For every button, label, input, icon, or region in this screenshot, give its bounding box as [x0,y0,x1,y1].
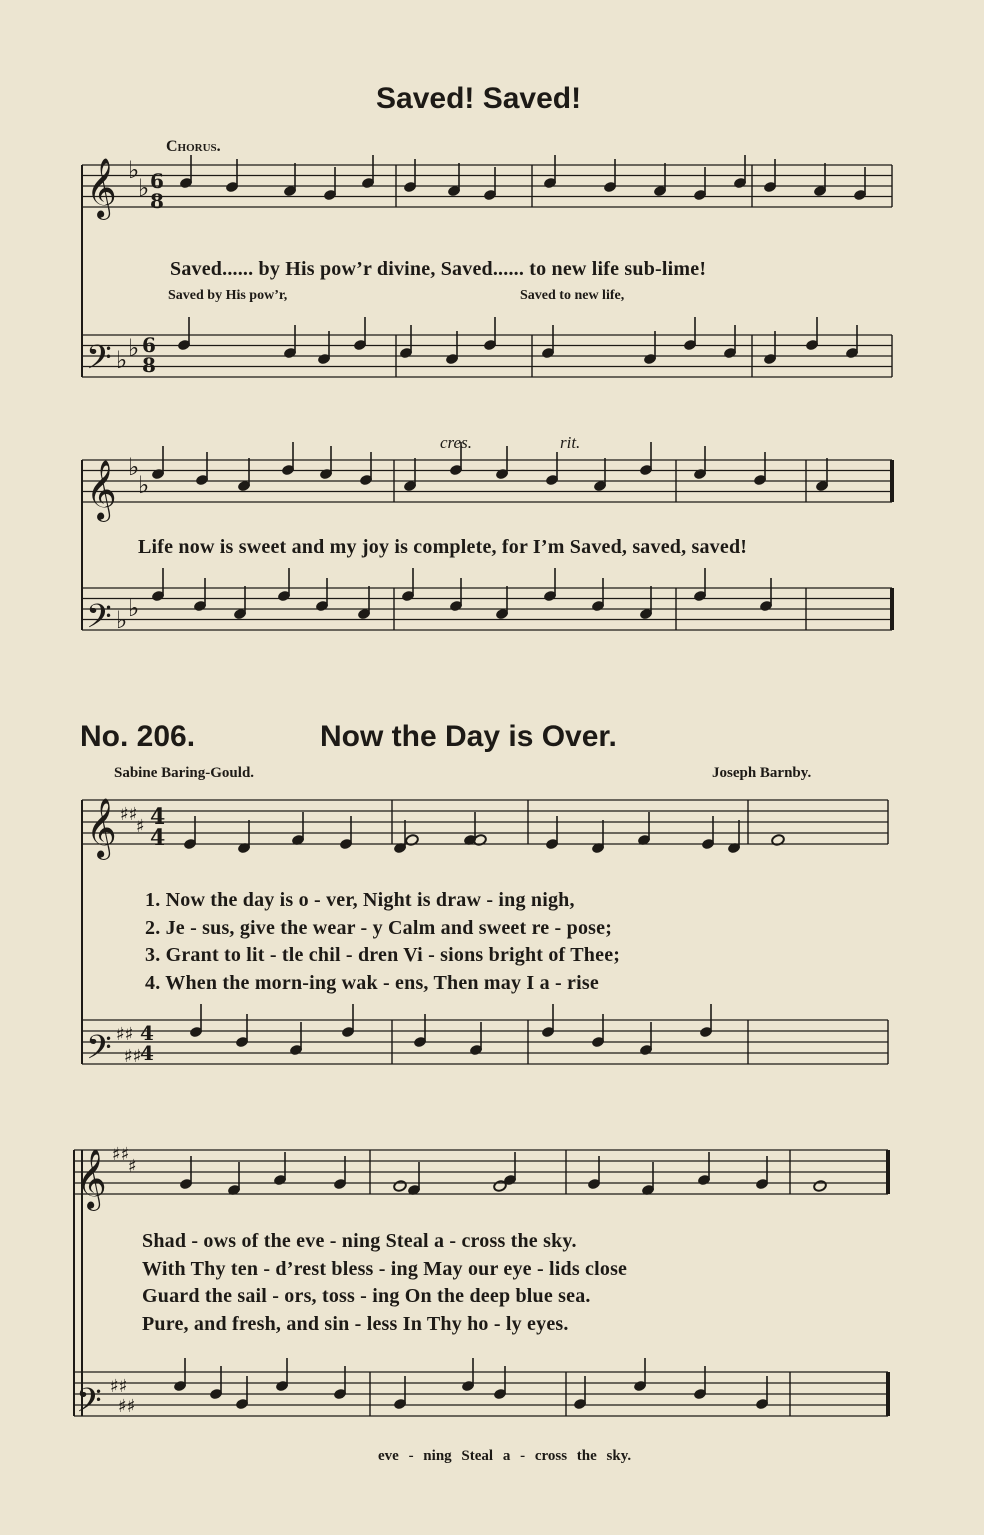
verses-block-2 [142,1230,627,1340]
verse-1-line-1: 1. Now the day is o - ver, Night is draw - ing nigh, [145,889,575,911]
verse-4-line-2: Pure, and fresh, and sin - less In Thy ho - ly eyes. [142,1312,569,1335]
treble-clef-icon: 𝄞 [86,798,117,858]
time-signature-bottom: 8 [150,189,164,213]
svg-text:6: 6 [142,333,156,357]
svg-text:♭: ♭ [128,594,140,622]
verse-4-line-1: 4. When the morn-ing wak - ens, Then may I a - rise [145,971,599,994]
hymn-number: No. 206. [80,720,196,753]
composer: Joseph Barnby. [712,765,812,781]
treble-clef-icon: 𝄞 [86,460,117,520]
expression-rit: rit. [560,433,581,452]
svg-text:♯♯: ♯♯ [112,1144,130,1165]
svg-text:♯: ♯ [128,1156,137,1177]
svg-text:♭: ♭ [138,471,150,499]
alto-lyric-1: Saved by His pow’r, [168,288,288,303]
note-head [393,1180,407,1193]
svg-text:♯♯: ♯♯ [116,1024,134,1045]
bass-clef-icon: 𝄢 [86,598,112,644]
svg-text:4: 4 [150,804,166,830]
svg-text:♭: ♭ [128,453,140,481]
treble-clef-icon: 𝄞 [86,158,117,218]
alto-lyric-2: Saved to new life, [520,288,625,303]
bass-clef-icon: 𝄢 [76,1382,102,1428]
verse-2-line-2: With Thy ten - d’rest bless - ing May our eye - lids close [142,1257,628,1280]
svg-text:4: 4 [150,825,166,851]
verse-3-line-1: 3. Grant to lit - tle chil - dren Vi - sions bright of Thee; [145,944,621,966]
chorus-label: Chorus. [166,138,221,155]
bass-lyric: eve - ning Steal a - cross the sky. [378,1448,632,1464]
hymn-title: Saved! Saved! [376,82,582,115]
svg-text:♭: ♭ [116,606,128,634]
svg-text:4: 4 [140,1021,154,1045]
bass-clef-icon: 𝄢 [86,1029,112,1075]
lyric-line-2: Life now is sweet and my joy is complete, for I’m Saved, saved, saved! [138,536,748,558]
svg-text:♯♯: ♯♯ [118,1396,136,1417]
expression-cres: cres. [440,433,472,452]
sharp-icon: ♯ [136,816,145,837]
flat-icon: ♭ [138,174,150,202]
svg-text:4: 4 [140,1041,154,1065]
verse-3-line-2: Guard the sail - ors, toss - ing On the deep blue sea. [142,1285,591,1307]
note-head [493,1180,507,1193]
svg-text:♯♯: ♯♯ [110,1376,128,1397]
flat-icon: ♭ [116,346,128,374]
svg-text:8: 8 [142,353,156,377]
note-head [813,1180,827,1193]
verse-1-line-2: Shad - ows of the eve - ning Steal a - cross the sky. [142,1230,577,1252]
verse-2-line-1: 2. Je - sus, give the wear - y Calm and sweet re - pose; [145,916,613,939]
lyric-line-1: Saved...... by His pow’r divine, Saved...... to new life sub-lime! [170,258,707,280]
bass-clef-icon: 𝄢 [86,339,112,385]
flat-icon: ♭ [128,156,140,184]
treble-clef-icon: 𝄞 [76,1149,107,1209]
svg-text:♯♯: ♯♯ [124,1046,142,1067]
time-signature-top: 6 [150,169,164,193]
sharp-icon: ♯♯ [120,804,138,825]
author: Sabine Baring-Gould. [114,765,255,781]
hymn-title: Now the Day is Over. [320,720,617,753]
verses-block-1 [145,889,620,999]
flat-icon: ♭ [128,334,140,362]
